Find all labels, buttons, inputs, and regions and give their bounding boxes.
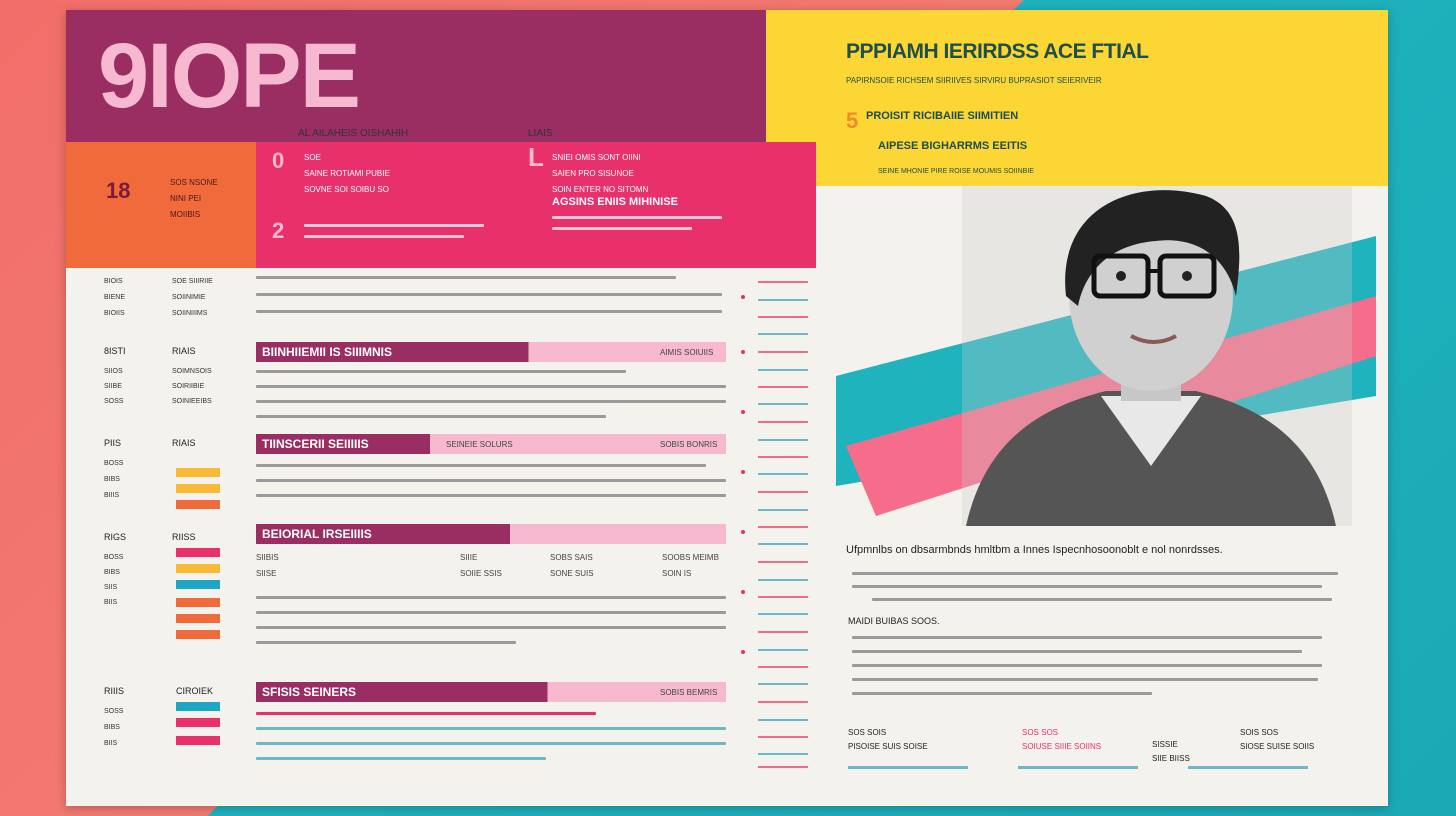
hero-sub-lines [304,224,504,238]
left-label: BIBS [104,569,120,576]
hero-heading-c: AGSINS ENIIS MIHINISE [552,196,678,208]
left-label: SOSS [104,708,124,715]
left-group-3 [104,456,123,504]
foot-col-title: SOS SOS [1022,728,1059,737]
text-line [852,678,1318,681]
right-header-title: PPPIAMH IERIRDSS ACE FTIAL [846,40,1149,63]
skill-bar [176,484,220,493]
right-header-line2: AIPESE BIGHARRMS EEITIS [878,140,1028,152]
section-3-col-b [460,550,502,582]
text-line [852,664,1322,667]
foot-col-title: SOIS SOS [1240,728,1279,737]
section-2-lines [256,464,726,509]
text-line [304,224,484,227]
hero-sub-item: SNIEI OMIS SONT OIINI [552,153,641,162]
col-text: SIISE [256,569,277,578]
skill-bar [176,468,220,477]
section-right-label: AIMIS SOIUIIS [660,348,714,357]
text-line [256,641,516,644]
text-line [256,370,626,373]
text-line [256,479,726,482]
left-label: BIENE [104,294,126,301]
left-label: BIIIS [104,492,120,499]
left-label-8b: RIAIS [172,346,196,356]
section-right-label: SOBIS BONRIS [660,440,718,449]
skill-bar [176,736,220,745]
right-header-line2-sub: SEINE MHONIE PIRE ROISE MOUMIS SOIINBIE [878,168,1034,175]
foot-col-title: SOS SOIS [848,728,887,737]
left-label: SIIS [104,584,118,591]
hero-left-item: SOS NSONE [170,178,218,187]
text-line [256,757,546,760]
hero-heading-a: AL AILAHEIS OISHAHIH [298,128,409,139]
text-line [552,227,692,230]
left-label-10b: RIISS [172,532,196,542]
col-text: SOOBS MEIMB [662,553,719,562]
left-group-5 [104,704,123,752]
right-number-5: 5 [846,108,859,133]
foot-rule [848,766,1358,769]
hero-big-number: 18 [106,178,131,203]
hero-left-items [170,175,218,223]
col-text: SOIIE SSIS [460,569,502,578]
section-header-1 [256,342,726,362]
left-label: BIIS [104,599,118,606]
text-line [256,400,726,403]
hero-orange-block [66,142,256,268]
section-3-col-a [256,550,279,582]
section-mid-label: SEINEIE SOLURS [446,440,513,449]
intro-paragraph [256,276,726,313]
left-label-9: PIIS [104,438,122,448]
col-text: SONE SUIS [550,569,594,578]
hero-yellow-banner [766,10,1388,186]
skill-bar [176,500,220,509]
text-line [552,216,722,219]
text-line [256,596,726,599]
text-line [256,611,726,614]
text-line [852,585,1322,588]
resume-sheet [66,10,1388,806]
section-1-lines [256,370,726,418]
foot-col-sub: PISOISE SUIS SOISE [848,742,928,751]
foot-col-1 [848,726,928,754]
left-label: SOE SIIIRIIE [172,278,213,285]
hero-sub-item: SAIEN PRO SISUNOE [552,169,634,178]
left-label: SOIMNSOIS [172,368,212,375]
text-line [256,727,726,730]
hero-sub-item: SAINE ROTIAMI PUBIE [304,169,390,178]
hero-letter-l: L [528,142,544,172]
skill-bar [176,548,220,557]
left-label: SOIRIIBIE [172,383,205,390]
col-text: SOIN IS [662,569,692,578]
left-label: BOSS [104,460,124,467]
section-3-lines [256,596,726,644]
col-text: SIIBIS [256,553,279,562]
left-label: SOIINIIIMS [172,310,208,317]
section-title: BIINHIIEMII IS SIIIMNIS [262,345,393,359]
text-line [256,464,706,467]
section-4-lines [256,712,726,760]
bottom-headline: Ufpmnlbs on dbsarmbnds hmltbm a Innes Ispecnhosoonoblt e nol nonrdsses. [846,544,1223,556]
hero-heading-b: LIAIS [528,128,553,139]
hero-c-lines [552,216,752,230]
left-group-2b [172,364,212,409]
text-line [256,293,722,296]
hero-title: 9IOPE [98,25,360,127]
left-label: SIIOS [104,368,123,375]
left-label-9b: RIAIS [172,438,196,448]
text-line [852,636,1322,639]
foot-col-2 [1022,726,1101,754]
bottom-lines-2 [852,636,1322,695]
hero-sub-b [552,150,648,198]
bottom-heading-2: MAIDI BUIBAS SOOS. [848,616,940,626]
portrait-collage [816,186,1388,532]
left-label-8: 8ISTI [104,346,126,356]
foot-col-4 [1240,726,1314,754]
text-line [852,650,1302,653]
hero-number-0: 0 [272,148,285,173]
foot-col-sub: SOIUSE SIIIE SOIINS [1022,742,1102,751]
text-line [256,310,722,313]
left-group-2 [104,364,123,409]
skill-bar [176,718,220,727]
hero-number-2: 2 [272,218,285,243]
foot-col-title: SISSIE [1152,740,1178,749]
foot-col-sub: SIIE BIISS [1152,754,1190,763]
left-group-1b [172,274,213,322]
hero-left-item: NINI PEI [170,194,202,203]
section-title: SFISIS SEINERS [262,685,357,699]
text-line [256,626,726,629]
skill-bar [176,630,220,639]
col-text: SIIIE [460,553,478,562]
foot-col-3 [1152,738,1190,766]
bottom-lines-1 [852,572,1338,601]
left-label-10: RIGS [104,532,127,542]
text-line [256,415,606,418]
left-label: BIBS [104,724,120,731]
text-line [852,572,1338,575]
left-label: BOSS [104,554,124,561]
left-label-11b: CIROIEK [176,686,214,696]
left-label: BIOIIS [104,310,125,317]
skill-bar [176,564,220,573]
text-line [256,712,596,715]
section-3-col-c [550,550,594,582]
section-header-2 [256,434,726,454]
hero-sub-item: SOE [304,153,321,162]
left-label: BIIS [104,740,118,747]
section-title: BEIORIAL IRSEIIIIS [262,527,372,541]
section-title: TIINSCERII SEIIIIIS [262,437,369,451]
left-label: SOINIEEIBS [172,398,212,405]
text-line [304,235,464,238]
skill-bar [176,580,220,589]
left-label: BIBS [104,476,120,483]
text-line [256,494,726,497]
hero-sub-item: SOVNE SOI SOIBU SO [304,185,389,194]
text-line [256,742,726,745]
col-text: SOBS SAIS [550,553,593,562]
section-3-col-d [662,550,719,582]
text-line [872,598,1332,601]
skill-bar [176,702,220,711]
left-label: SOSS [104,398,124,405]
hero-left-item: MOIIBIS [170,210,201,219]
skill-bar [176,598,220,607]
margin-ruler [738,272,818,772]
left-label-11: RIIIS [104,686,125,696]
section-right-label: SOBIS BEMRIS [660,688,718,697]
left-group-4 [104,550,123,610]
left-label: BIOIS [104,278,123,285]
section-header-3 [256,524,726,544]
left-label: SOIINIMIE [172,294,206,301]
right-header-line1: PROISIT RICIBAIIE SIIMITIEN [866,110,1019,122]
hero-sub-item: SOIN ENTER NO SITOMN [552,185,649,194]
section-header-4 [256,682,726,702]
left-label: SIIBE [104,383,122,390]
left-group-1 [104,274,125,322]
hero-sub-a [304,150,390,198]
text-line [256,385,726,388]
foot-col-sub: SIOSE SUISE SOIIS [1240,742,1315,751]
right-header-subtitle: PAPIRNSOIE RICHSEM SIIRIIVES SIRVIRU BUPRASIOT SEIERIVEIR [846,76,1102,85]
text-line [256,276,676,279]
text-line [852,692,1152,695]
skill-bar [176,614,220,623]
